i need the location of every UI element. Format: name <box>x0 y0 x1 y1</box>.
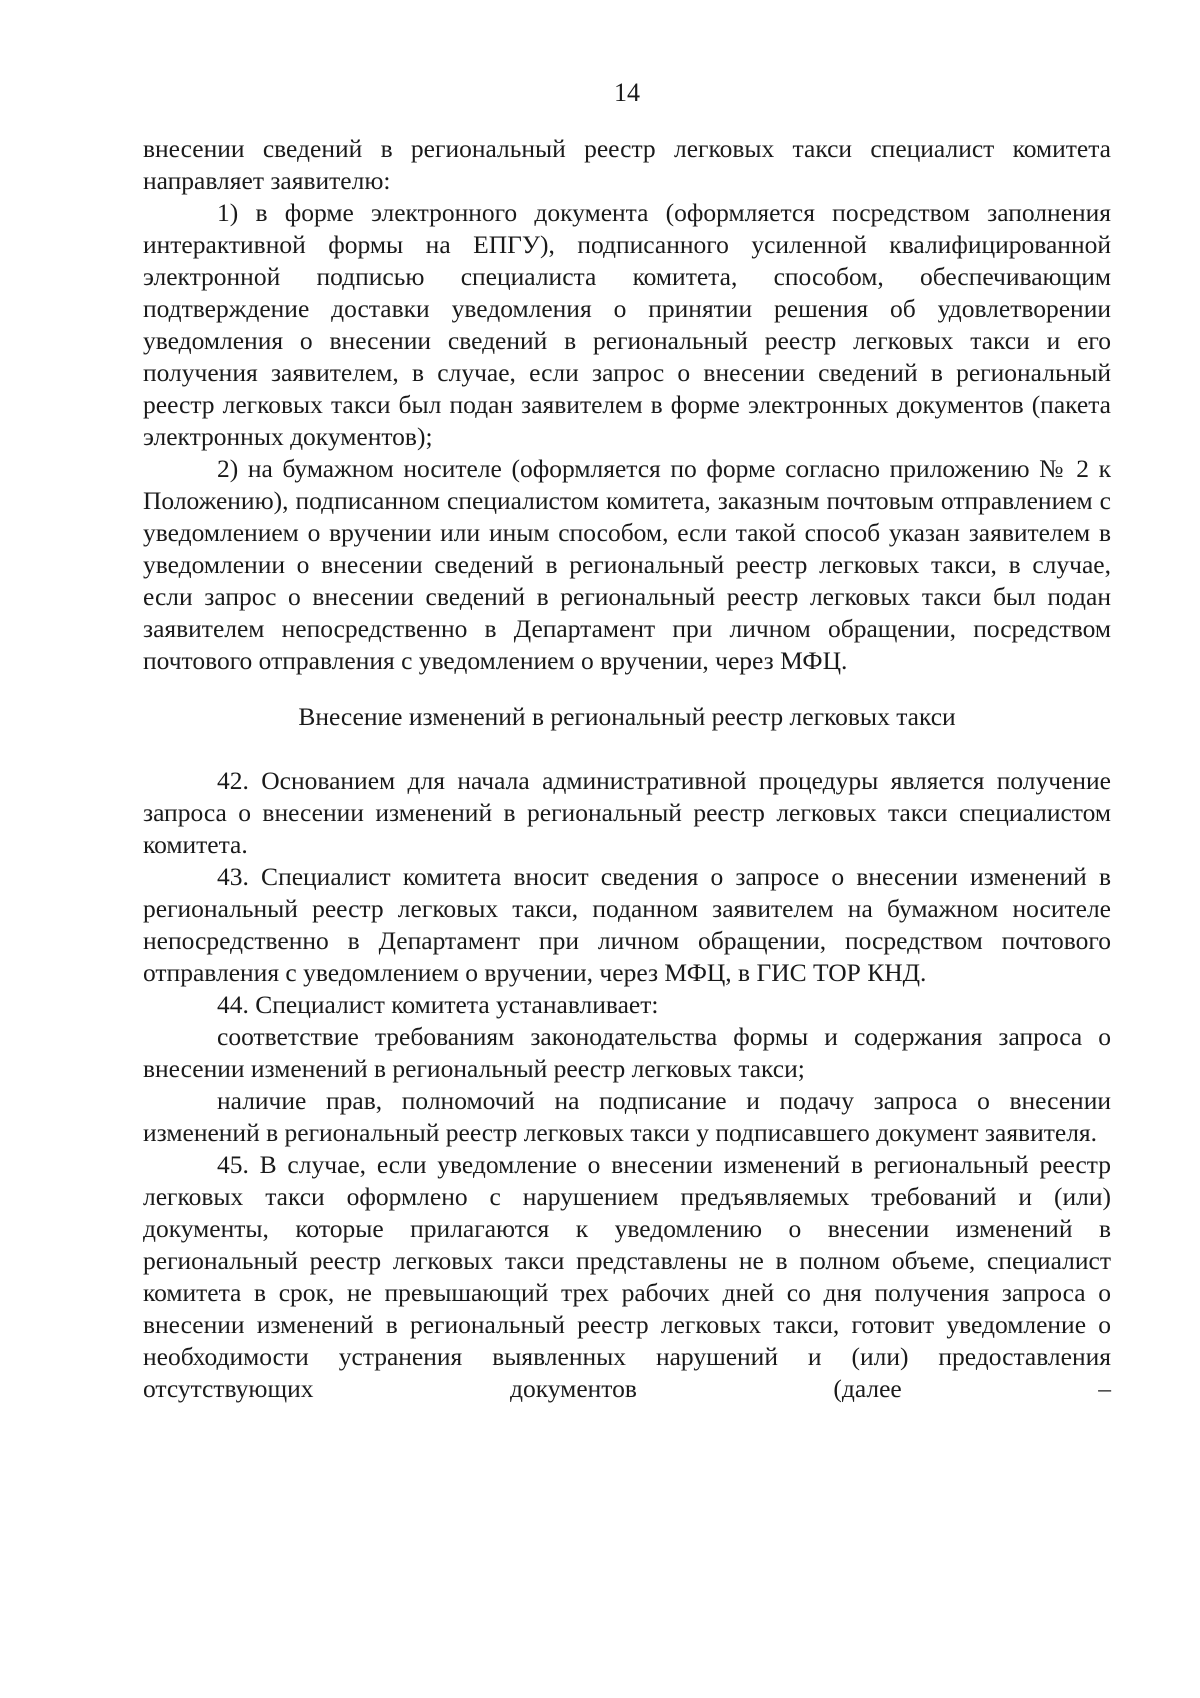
paragraph-42: 42. Основанием для начала административной процедуры является получение запроса о внесении изменений в региональный реестр легковых такси специалистом комитета. <box>143 766 1111 859</box>
paragraph-44-item-1: соответствие требованиям законодательства формы и содержания запроса о внесении изменений в региональный реестр легковых такси; <box>143 1022 1111 1083</box>
paragraph-44: 44. Специалист комитета устанавливает: <box>217 990 659 1019</box>
paragraph-45: 45. В случае, если уведомление о внесении изменений в региональный реестр легковых такси оформлено с нарушением предъявляемых требований и (или) документы, которые прилагаются к уведомлению о внесении изменений в региональный реестр легковых такси представлены не в полном объеме, специалист комитета в срок, не превышающий трех рабочих дней со дня получения запроса о внесении изменений в региональный реестр легковых такси, готовит уведомление о необходимости устранения выявленных нарушений и (или) предоставления отсутствующих документов (далее – <box>143 1150 1111 1403</box>
list-item-paper: 2) на бумажном носителе (оформляется по форме согласно приложению № 2 к Положению), подписанном специалистом комитета, заказным почтовым отправлением с уведомлением о вручении или иным способом, если такой способ указан заявителем в уведомлении о внесении сведений в региональный реестр легковых такси, в случае, если запрос о внесении сведений в региональный реестр легковых такси был подан заявителем непосредственно в Департамент при личном обращении, посредством почтового отправления с уведомлением о вручении, через МФЦ. <box>143 454 1111 675</box>
paragraph-43: 43. Специалист комитета вносит сведения о запросе о внесении изменений в региональный реестр легковых такси, поданном заявителем на бумажном носителе непосредственно в Департамент при личном обращении, посредством почтового отправления с уведомлением о вручении, через МФЦ, в ГИС ТОР КНД. <box>143 862 1111 987</box>
paragraph-44-item-2: наличие прав, полномочий на подписание и подачу запроса о внесении изменений в региональный реестр легковых такси у подписавшего документ заявителя. <box>143 1086 1111 1147</box>
document-body <box>143 133 1111 1405</box>
page-number: 14 <box>614 78 640 107</box>
paragraph-continuation: внесении сведений в региональный реестр легковых такси специалист комитета направляет заявителю: <box>143 134 1111 195</box>
section-heading: Внесение изменений в региональный реестр легковых такси <box>298 702 956 731</box>
list-item-electronic: 1) в форме электронного документа (оформляется посредством заполнения интерактивной формы на ЕПГУ), подписанного усиленной квалифицированной электронной подписью специалиста комитета, способом, обеспечивающим подтверждение доставки уведомления о принятии решения об удовлетворении уведомления о внесении сведений в региональный реестр легковых такси и его получения заявителем, в случае, если запрос о внесении сведений в региональный реестр легковых такси был подан заявителем в форме электронных документов (пакета электронных документов); <box>143 198 1111 451</box>
